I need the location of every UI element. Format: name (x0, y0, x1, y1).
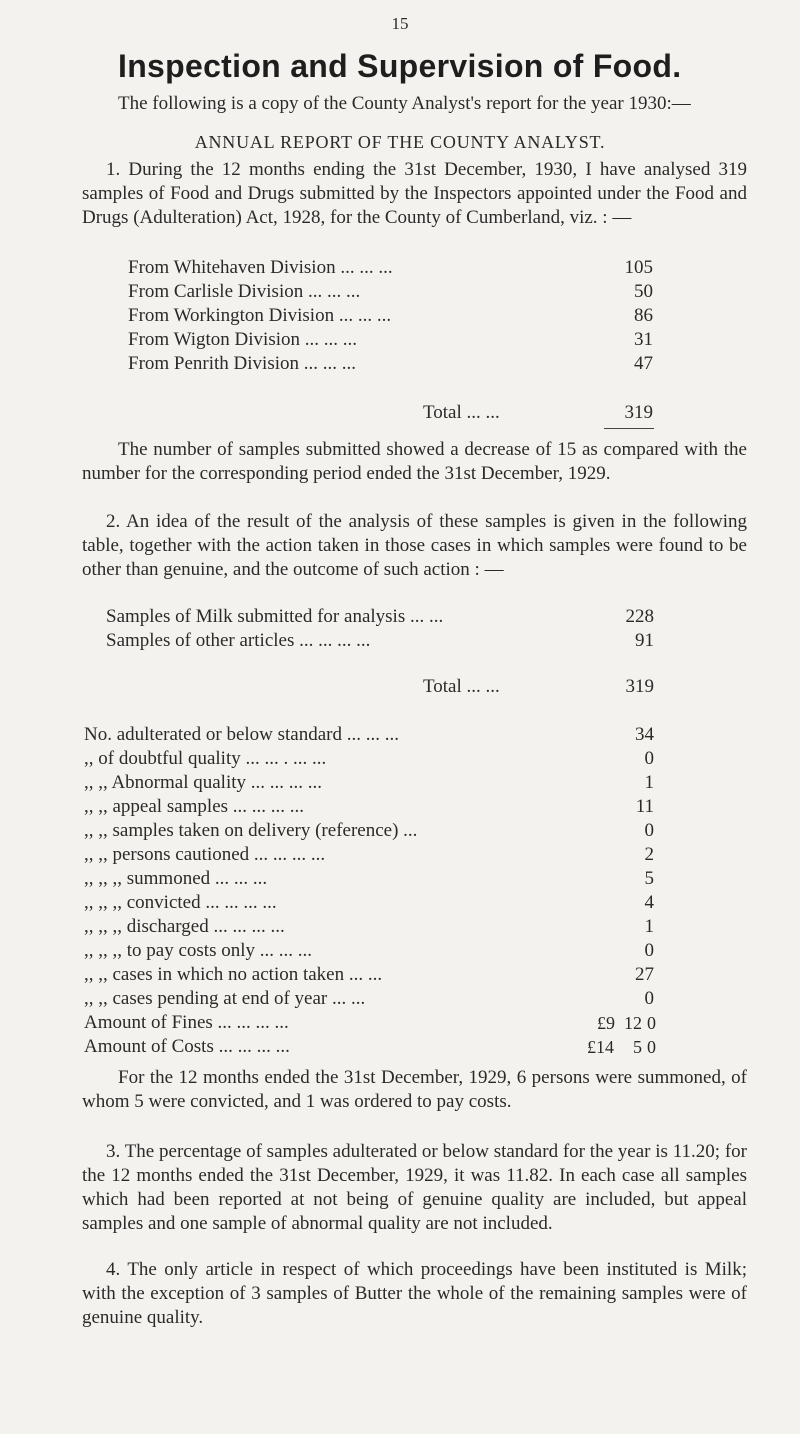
result-row (84, 795, 654, 819)
total-label: Total ... ... (423, 402, 500, 423)
division-value: 105 (624, 257, 653, 278)
result-row (84, 915, 654, 939)
result-label: ,, ,, persons cautioned ... ... ... ... (84, 844, 326, 865)
samples-label: Samples of Milk submitted for analysis ... ... (106, 606, 444, 627)
costs-pounds: £14 (587, 1037, 614, 1057)
result-value: 34 (635, 724, 654, 745)
result-label: ,, ,, ,, summoned ... ... ... (84, 868, 268, 889)
result-value: 11 (635, 796, 654, 817)
division-value: 31 (634, 329, 653, 350)
fines-label: Amount of Fines ... ... ... ... (84, 1012, 289, 1033)
division-label: From Workington Division ... ... ... (128, 305, 392, 326)
division-label: From Penrith Division ... ... ... (128, 353, 357, 374)
samples-row (106, 605, 654, 629)
samples-label: Samples of other articles ... ... ... ... (106, 630, 371, 651)
division-row (128, 352, 653, 376)
division-row (128, 280, 653, 304)
result-label: ,, ,, cases pending at end of year ... ... (84, 988, 366, 1009)
costs-label: Amount of Costs ... ... ... ... (84, 1036, 290, 1057)
division-row (128, 304, 653, 328)
division-value: 47 (634, 353, 653, 374)
fines-pounds: £9 (597, 1013, 615, 1033)
samples-row (106, 629, 654, 653)
division-value: 50 (634, 281, 653, 302)
samples-total-row (423, 675, 654, 699)
division-label: From Carlisle Division ... ... ... (128, 281, 361, 302)
fines-shillings: 12 (624, 1013, 642, 1033)
total-value: 319 (624, 402, 653, 423)
result-label: ,, ,, cases in which no action taken ... ... (84, 964, 383, 985)
fines-row (84, 1011, 554, 1035)
result-value: 27 (635, 964, 654, 985)
result-label: ,, ,, ,, discharged ... ... ... ... (84, 916, 285, 937)
result-row (84, 747, 654, 771)
total-value: 319 (625, 676, 654, 697)
result-label: No. adulterated or below standard ... ... ... (84, 724, 399, 745)
result-label: ,, ,, ,, to pay costs only ... ... ... (84, 940, 312, 961)
page-number: 15 (391, 14, 409, 33)
result-row (84, 987, 654, 1011)
intro-paragraph: The following is a copy of the County Analyst's report for the year 1930:— (118, 93, 691, 114)
result-row (84, 939, 654, 963)
paragraph-1: 1. During the 12 months ending the 31st December, 1930, I have analysed 319 samples of Food and Drugs submitted by the Inspectors appointed under the Food and Drugs (Adulteration) Act, 1928, for the County of Cumberland, viz. : — (82, 159, 747, 228)
paragraph-1929: For the 12 months ended the 31st December, 1929, 6 persons were summoned, of whom 5 were convicted, and 1 was ordered to pay costs. (82, 1067, 747, 1112)
decrease-paragraph: The number of samples submitted showed a decrease of 15 as compared with the number for the corresponding period ended the 31st December, 1929. (82, 439, 747, 484)
division-label: From Whitehaven Division ... ... ... (128, 257, 393, 278)
result-row (84, 963, 654, 987)
result-value: 1 (644, 916, 654, 937)
result-label: ,, of doubtful quality ... ... . ... ... (84, 748, 327, 769)
paragraph-2: 2. An idea of the result of the analysis of these samples is given in the following table, together with the action taken in those cases in which samples were found to be other than genuine, and the outcome of such action : — (82, 511, 747, 580)
division-value: 86 (634, 305, 653, 326)
result-value: 5 (644, 868, 654, 889)
samples-value: 91 (635, 630, 654, 651)
total-underline (604, 428, 654, 429)
result-row (84, 891, 654, 915)
result-label: ,, ,, samples taken on delivery (reference) ... (84, 820, 418, 841)
result-row (84, 723, 654, 747)
fines-pence: 0 (647, 1013, 656, 1033)
costs-row (84, 1035, 554, 1059)
result-row (84, 867, 654, 891)
result-value: 0 (644, 820, 654, 841)
paragraph-4: 4. The only article in respect of which proceedings have been instituted is Milk; with the exception of 3 samples of Butter the whole of the remaining samples were of genuine quality. (82, 1259, 747, 1328)
division-row (128, 328, 653, 352)
result-value: 0 (644, 940, 654, 961)
result-value: 0 (644, 988, 654, 1009)
result-value: 2 (644, 844, 654, 865)
result-row (84, 819, 654, 843)
divisions-total-row (423, 401, 653, 425)
samples-value: 228 (625, 606, 654, 627)
total-label: Total ... ... (423, 676, 500, 697)
division-label: From Wigton Division ... ... ... (128, 329, 358, 350)
result-label: ,, ,, appeal samples ... ... ... ... (84, 796, 305, 817)
result-row (84, 771, 654, 795)
page-title: Inspection and Supervision of Food. (118, 48, 682, 84)
result-value: 4 (644, 892, 654, 913)
report-heading: ANNUAL REPORT OF THE COUNTY ANALYST. (194, 132, 606, 152)
costs-pence: 0 (647, 1037, 656, 1057)
result-value: 1 (644, 772, 654, 793)
result-row (84, 843, 654, 867)
result-value: 0 (644, 748, 654, 769)
division-row (128, 256, 653, 280)
paragraph-3: 3. The percentage of samples adulterated or below standard for the year is 11.20; for the 12 months ended the 31st December, 1929, it was 11.82. In each case all samples which had been reported at not being of genuine quality are included, but appeal samples and one sample of abnormal quality are not included. (82, 1141, 747, 1234)
result-label: ,, ,, Abnormal quality ... ... ... ... (84, 772, 323, 793)
costs-shillings: 5 (633, 1037, 642, 1057)
result-label: ,, ,, ,, convicted ... ... ... ... (84, 892, 277, 913)
